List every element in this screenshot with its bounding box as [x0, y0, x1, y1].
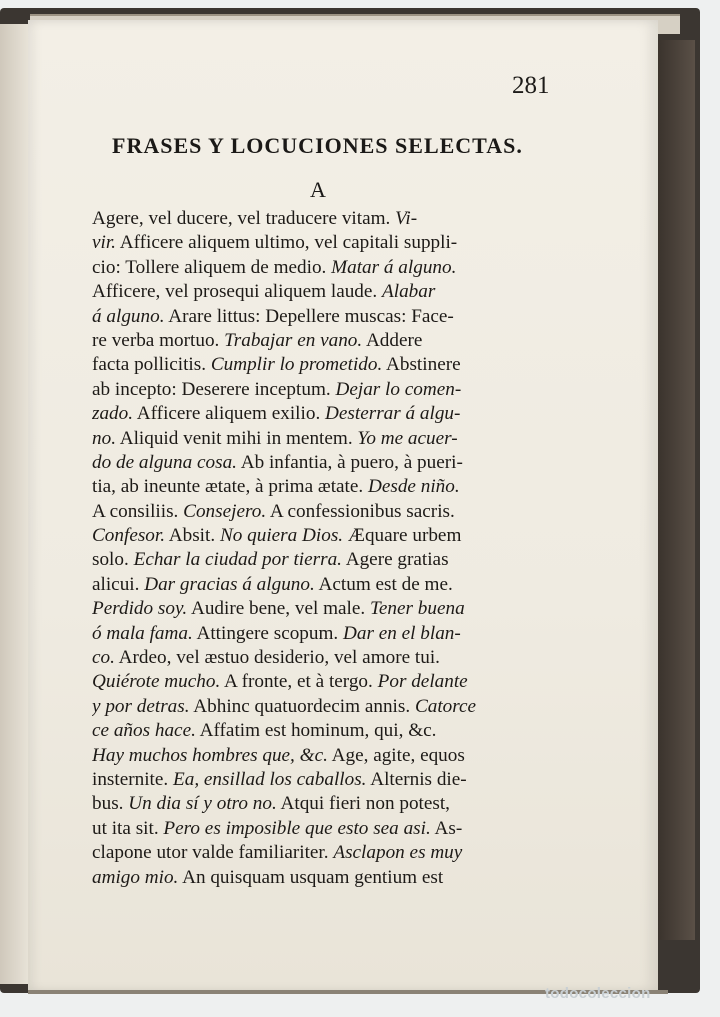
latin-phrase: Afficere aliquem exilio.	[133, 403, 326, 425]
text-line	[92, 451, 566, 475]
latin-phrase: Afficere, vel prosequi aliquem laude.	[92, 281, 383, 303]
text-line	[92, 622, 566, 646]
spanish-phrase: co.	[92, 647, 115, 669]
latin-phrase: solo.	[92, 549, 134, 571]
spanish-phrase: ó mala fama.	[92, 622, 193, 644]
spanish-phrase: ce años hace.	[92, 720, 196, 742]
latin-phrase: Abhinc quatuordecim annis.	[189, 695, 415, 717]
spanish-phrase: amigo mio.	[92, 866, 179, 888]
latin-phrase: Addere	[362, 329, 423, 351]
latin-phrase: Attingere scopum.	[192, 622, 344, 644]
latin-phrase: Actum est de me.	[314, 573, 453, 595]
latin-phrase: Aliquid venit mihi in mentem.	[115, 427, 358, 449]
text-line	[92, 670, 566, 694]
latin-phrase: re verba mortuo.	[92, 329, 225, 351]
latin-phrase: An quisquam usquam gentium est	[178, 866, 444, 888]
spanish-phrase: y por detras.	[92, 695, 190, 717]
spanish-phrase: Matar á alguno.	[331, 256, 457, 278]
latin-phrase: Ab infantia, à puero, à pueri-	[236, 451, 463, 473]
spanish-phrase: á alguno.	[92, 305, 165, 327]
text-line	[92, 305, 566, 329]
spanish-phrase: Yo me acuer-	[357, 427, 458, 449]
body-text	[92, 207, 566, 890]
text-line	[92, 500, 566, 524]
latin-phrase: A confessionibus sacris.	[266, 500, 455, 522]
latin-phrase: Æquare urbem	[343, 525, 462, 547]
text-line	[92, 353, 566, 377]
text-line	[92, 329, 566, 353]
spanish-phrase: Dar gracias á alguno.	[144, 573, 315, 595]
latin-phrase: facta pollicitis.	[92, 354, 211, 376]
text-line	[92, 475, 566, 499]
spanish-phrase: Hay muchos hombres que, &c.	[92, 744, 328, 766]
spanish-phrase: Quiérote mucho.	[92, 671, 221, 693]
spanish-phrase: No quiera Dios.	[219, 525, 344, 547]
text-line	[92, 817, 566, 841]
section-heading: FRASES Y LOCUCIONES SELECTAS.	[112, 133, 523, 158]
latin-phrase: ut ita sit.	[92, 817, 164, 839]
spanish-phrase: Tener buena	[369, 598, 465, 620]
spanish-phrase: no.	[92, 427, 116, 449]
text-line	[92, 548, 566, 572]
spanish-phrase: Consejero.	[183, 500, 267, 522]
spanish-phrase: Confesor.	[92, 525, 166, 547]
watermark: todocoleccion	[545, 985, 651, 1002]
text-line	[92, 427, 566, 451]
latin-phrase: As-	[430, 817, 463, 839]
text-line	[92, 231, 566, 255]
text-line	[92, 719, 566, 743]
latin-phrase: Affatim est hominum, qui, &c.	[195, 720, 437, 742]
text-line	[92, 695, 566, 719]
latin-phrase: Agere gratias	[341, 549, 449, 571]
latin-phrase: bus.	[92, 793, 129, 815]
latin-phrase: Age, agite, equos	[327, 744, 465, 766]
spanish-phrase: Echar la ciudad por tierra.	[133, 549, 342, 571]
spanish-phrase: Cumplir lo prometido.	[210, 354, 383, 376]
text-line	[92, 768, 566, 792]
latin-phrase: Alternis die-	[366, 768, 467, 790]
latin-phrase: Afficere aliquem ultimo, vel capitali suppli-	[115, 232, 458, 254]
latin-phrase: Abstinere	[382, 354, 461, 376]
text-line	[92, 866, 566, 890]
spanish-phrase: Ea, ensillad los caballos.	[173, 768, 367, 790]
latin-phrase: cio: Tollere aliquem de medio.	[92, 256, 332, 278]
spanish-phrase: Por delante	[377, 671, 468, 693]
latin-phrase: Atqui fieri non potest,	[276, 793, 450, 815]
spanish-phrase: Catorce	[414, 695, 477, 717]
page-number: 281	[512, 72, 550, 99]
latin-phrase: Agere, vel ducere, vel traducere vitam.	[92, 208, 396, 229]
spanish-phrase: zado.	[92, 403, 134, 425]
spanish-phrase: vir.	[92, 232, 116, 254]
left-page-edge	[0, 24, 31, 984]
text-line	[92, 256, 566, 280]
text-line	[92, 402, 566, 426]
spanish-phrase: Un dia sí y otro no.	[128, 793, 277, 815]
latin-phrase: alicui.	[92, 573, 145, 595]
spanish-phrase: Dejar lo comen-	[335, 378, 462, 400]
latin-phrase: ab incepto: Deserere inceptum.	[92, 378, 336, 400]
spanish-phrase: Pero es imposible que esto sea asi.	[163, 817, 431, 839]
spanish-phrase: Desde niño.	[368, 476, 460, 498]
latin-phrase: Absit.	[165, 525, 220, 547]
text-line	[92, 792, 566, 816]
spanish-phrase: Asclapon es muy	[333, 842, 463, 864]
text-line	[92, 573, 566, 597]
spanish-phrase: Trabajar en vano.	[224, 329, 363, 351]
text-line	[92, 597, 566, 621]
text-line	[92, 841, 566, 865]
text-line	[92, 378, 566, 402]
text-line	[92, 280, 566, 304]
latin-phrase: A consiliis.	[92, 500, 184, 522]
text-line	[92, 646, 566, 670]
latin-phrase: insternite.	[92, 768, 173, 790]
latin-phrase: tia, ab ineunte ætate, à prima ætate.	[92, 476, 368, 498]
latin-phrase: Audire bene, vel male.	[187, 598, 370, 620]
text-line	[92, 744, 566, 768]
text-line	[92, 207, 566, 231]
spanish-phrase: Desterrar á algu-	[325, 403, 461, 425]
latin-phrase: Ardeo, vel æstuo desiderio, vel amore tui.	[114, 647, 440, 669]
latin-phrase: A fronte, et à tergo.	[220, 671, 378, 693]
text-line	[92, 524, 566, 548]
spanish-phrase: Perdido soy.	[92, 598, 188, 620]
latin-phrase: Arare littus: Depellere muscas: Face-	[164, 305, 454, 327]
spanish-phrase: Vi-	[395, 208, 418, 229]
spanish-phrase: do de alguna cosa.	[92, 451, 237, 473]
latin-phrase: clapone utor valde familiariter.	[92, 842, 334, 864]
section-letter: A	[310, 177, 326, 202]
spanish-phrase: Alabar	[382, 281, 436, 303]
spanish-phrase: Dar en el blan-	[343, 622, 461, 644]
